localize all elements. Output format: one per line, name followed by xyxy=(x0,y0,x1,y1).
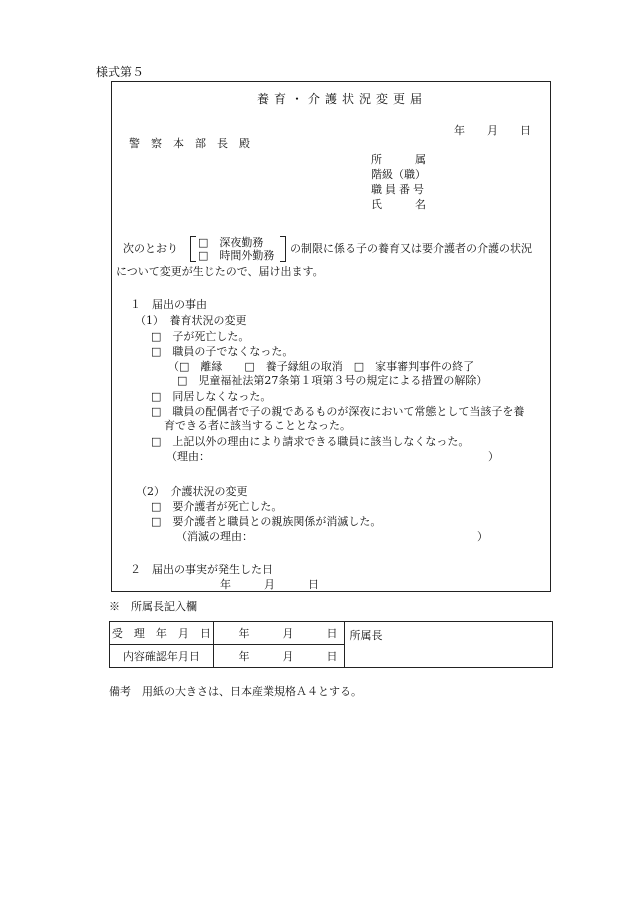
intro-option-night: □ 深夜勤務 xyxy=(198,236,264,249)
intro-line-2: について変更が生じたので、届け出ます。 xyxy=(116,265,324,278)
item-child-died: □ 子が死亡した。 xyxy=(151,330,250,343)
date-line: 年 月 日 xyxy=(454,124,531,137)
item-adoption-reasons: （□ 離縁 □ 養子縁組の取消 □ 家事審判事件の終了 xyxy=(168,360,475,373)
applicant-employee-no: 職員番号 xyxy=(371,183,427,196)
extinction-reason-label: （消滅の理由： xyxy=(176,530,253,543)
reason-close: ） xyxy=(488,450,499,463)
supervisor-note: ※ 所属長記入欄 xyxy=(109,600,197,613)
receipt-table xyxy=(109,621,553,668)
reason-label: （理由： xyxy=(166,450,210,463)
form-number: 様式第５ xyxy=(96,65,145,79)
intro-suffix: の制限に係る子の養育又は要介護者の介護の状況 xyxy=(290,242,532,255)
item-care-recipient-died: □ 要介護者が死亡した。 xyxy=(151,500,283,513)
section-1-sub-1-heading: （1） 養育状況の変更 xyxy=(135,314,247,327)
supervisor-cell: 所属長 xyxy=(344,622,552,668)
received-date-label: 受 理 年 月 日 xyxy=(110,622,214,645)
item-spouse-can-care-cont: 育できる者に該当することとなった。 xyxy=(164,419,351,432)
received-date-value: 年 月 日 xyxy=(213,622,344,645)
extinction-reason-close: ） xyxy=(477,530,488,543)
confirmed-date-value: 年 月 日 xyxy=(213,645,344,668)
section-1-sub-2-heading: （2） 介護状況の変更 xyxy=(136,485,248,498)
item-no-cohabitation: □ 同居しなくなった。 xyxy=(151,390,272,403)
occurrence-date: 年 月 日 xyxy=(220,578,319,591)
applicant-rank: 階級（職） xyxy=(371,168,426,181)
form-title: 養育・介護状況変更届 xyxy=(257,92,428,106)
intro-option-overtime: □ 時間外勤務 xyxy=(198,249,275,262)
section-1-heading: １ 届出の事由 xyxy=(130,298,207,311)
table-row xyxy=(110,622,553,645)
section-2-heading: ２ 届出の事実が発生した日 xyxy=(130,563,273,576)
intro-prefix: 次のとおり xyxy=(123,242,178,255)
applicant-affiliation: 所 属 xyxy=(371,153,426,166)
item-kinship-ended: □ 要介護者と職員との親族関係が消滅した。 xyxy=(151,515,382,528)
remarks: 備考 用紙の大きさは、日本産業規格Ａ４とする。 xyxy=(109,685,362,698)
item-no-longer-child: □ 職員の子でなくなった。 xyxy=(151,345,294,358)
item-other-reason: □ 上記以外の理由により請求できる職員に該当しなくなった。 xyxy=(151,435,470,448)
confirmed-date-label: 内容確認年月日 xyxy=(110,645,214,668)
left-bracket xyxy=(190,236,196,262)
item-spouse-can-care: □ 職員の配偶者で子の親であるものが深夜において常態として当該子を養 xyxy=(151,405,525,418)
addressee: 警 察 本 部 長 殿 xyxy=(129,137,250,150)
item-child-welfare-act: □ 児童福祉法第27条第１項第３号の規定による措置の解除） xyxy=(177,374,488,387)
right-bracket xyxy=(280,236,286,262)
applicant-name: 氏 名 xyxy=(371,198,426,211)
